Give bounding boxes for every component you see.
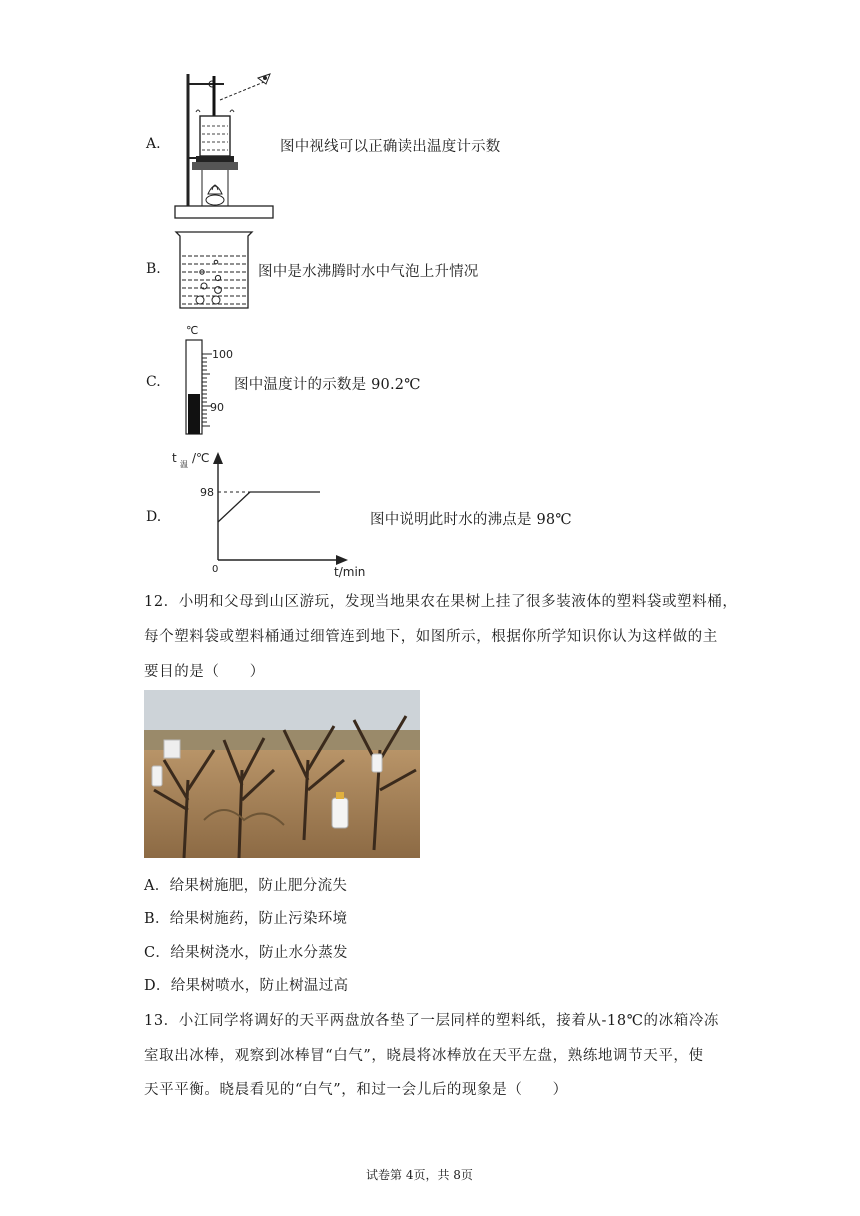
graph-y-tick-98: 98 (200, 486, 214, 499)
orchard-photo (144, 690, 420, 858)
q12-choice-a[interactable]: A．给果树施肥，防止肥分流失 (144, 878, 348, 894)
graph-y-label-sub: 温 (180, 460, 188, 469)
thermometer-unit-label: ℃ (186, 324, 199, 337)
q12-line-1: 12．小明和父母到山区游玩，发现当地果农在果树上挂了很多装液体的塑料袋或塑料桶， (144, 594, 738, 610)
q12-choice-c[interactable]: C．给果树浇水，防止水分蒸发 (144, 945, 348, 961)
q13-line-2: 室取出冰棒，观察到冰棒冒“白气”，晓晨将冰棒放在天平左盘，熟练地调节天平，使 (144, 1048, 704, 1064)
q12-line-2: 每个塑料袋或塑料桶通过细管连到地下，如图所示，根据你所学知识你认为这样做的主 (144, 629, 718, 645)
q13-line-3: 天平平衡。晓晨看见的“白气”，和过一会儿后的现象是（ ） (144, 1082, 568, 1098)
graph-y-label-unit: /℃ (192, 451, 210, 465)
option-d-letter: D. (146, 509, 162, 525)
graph-y-label-t: t (172, 451, 177, 465)
q13-line-1: 13．小江同学将调好的天平两盘放各垫了一层同样的塑料纸，接着从-18℃的冰箱冷冻 (144, 1013, 720, 1029)
q12-choice-d[interactable]: D．给果树喷水，防止树温过高 (144, 978, 349, 994)
option-b-text: 图中是水沸腾时水中气泡上升情况 (258, 264, 479, 280)
option-d-graph-figure (170, 448, 370, 578)
option-a-letter: A. (146, 136, 161, 152)
graph-origin-label: 0 (212, 564, 219, 575)
thermometer-tick-100: 100 (212, 348, 233, 361)
page-footer: 试卷第 4页，共 8页 (366, 1168, 473, 1182)
option-c-text: 图中温度计的示数是 90.2℃ (234, 377, 421, 393)
option-c-letter: C. (146, 374, 161, 390)
option-c-thermometer-figure (176, 322, 236, 436)
thermometer-tick-90: 90 (210, 401, 224, 414)
option-b-letter: B. (146, 261, 161, 277)
q12-choice-b[interactable]: B．给果树施药，防止污染环境 (144, 911, 348, 927)
graph-x-label: t/min (334, 565, 366, 578)
q12-line-3: 要目的是（ ） (144, 664, 265, 680)
option-d-text: 图中说明此时水的沸点是 98℃ (370, 512, 572, 528)
option-a-apparatus-figure (172, 66, 282, 224)
option-b-beaker-figure (172, 228, 256, 312)
option-a-text: 图中视线可以正确读出温度计示数 (280, 139, 501, 155)
